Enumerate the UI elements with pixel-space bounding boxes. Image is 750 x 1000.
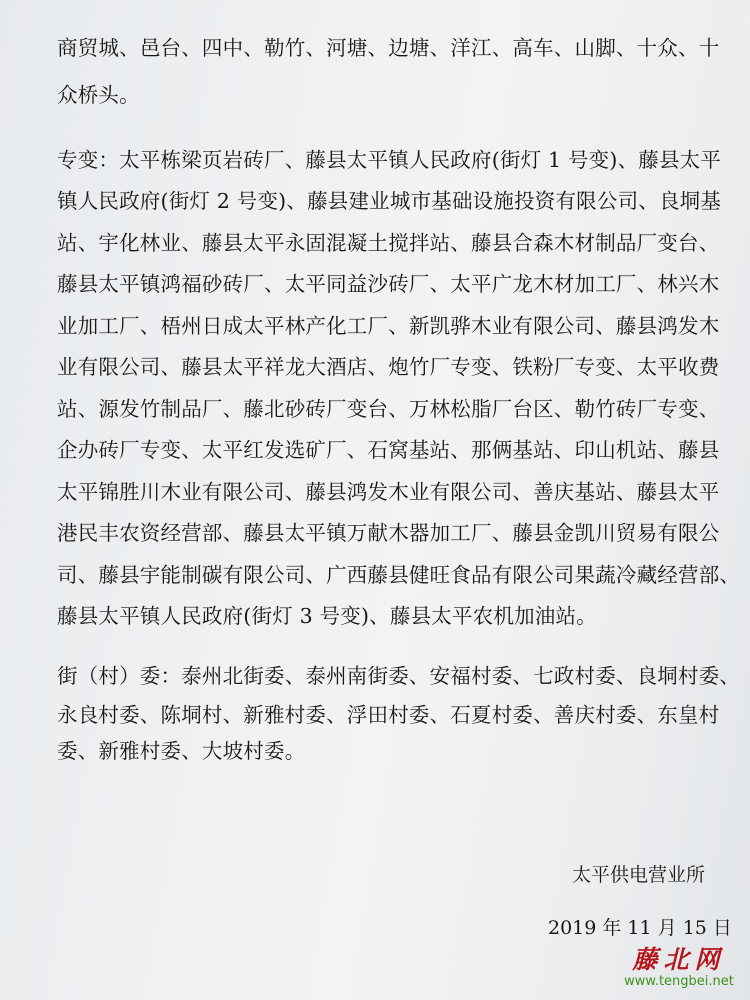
paragraph-2-line-9: 太平锦胜川木业有限公司、藤县鸿发木业有限公司、善庆基站、藤县太平	[57, 480, 720, 504]
signature-date: 2019 年 11 月 15 日	[548, 917, 732, 939]
site-watermark	[614, 946, 744, 990]
paragraph-3-line-1: 街（村）委：泰州北街委、泰州南街委、安福村委、七政村委、良垌村委、	[57, 664, 741, 688]
paragraph-2-line-10: 港民丰农资经营部、藤县太平镇万献木器加工厂、藤县金凯川贸易有限公	[57, 521, 720, 545]
paragraph-3-line-3: 委、新雅村委、大坡村委。	[57, 739, 306, 763]
watermark-url: www.tengbei.net	[624, 974, 734, 989]
paragraph-1-line-1: 商贸城、邑台、四中、勒竹、河塘、边塘、洋江、高车、山脚、十众、十	[57, 36, 720, 60]
paragraph-2-line-8: 企办砖厂专变、太平红发选矿厂、石窝基站、那俩基站、印山机站、藤县	[57, 438, 720, 462]
paragraph-2-line-3: 站、宇化林业、藤县太平永固混凝土搅拌站、藤县合森木材制品厂变台、	[57, 231, 720, 255]
paragraph-2-line-7: 站、源发竹制品厂、藤北砂砖厂变台、万林松脂厂台区、勒竹砖厂专变、	[57, 397, 720, 421]
paragraph-2-line-6: 业有限公司、藤县太平祥龙大酒店、炮竹厂专变、铁粉厂专变、太平收费	[57, 355, 720, 379]
paragraph-2-line-1: 专变：太平栋梁页岩砖厂、藤县太平镇人民政府(街灯 1 号变)、藤县太平	[57, 148, 722, 172]
paragraph-1-line-2: 众桥头。	[57, 83, 140, 107]
watermark-title: 藤北网	[632, 945, 726, 974]
paragraph-3-line-2: 永良村委、陈垌村、新雅村委、浮田村委、石夏村委、善庆村委、东皇村	[57, 703, 720, 727]
paragraph-2-line-11: 司、藤县宇能制碳有限公司、广西藤县健旺食品有限公司果蔬冷藏经营部、	[57, 563, 741, 587]
signature-organization: 太平供电营业所	[572, 864, 706, 886]
paragraph-2-line-5: 业加工厂、梧州日成太平林产化工厂、新凯骅木业有限公司、藤县鸿发木	[57, 314, 720, 338]
paragraph-2-line-4: 藤县太平镇鸿福砂砖厂、太平同益沙砖厂、太平广龙木材加工厂、林兴木	[57, 272, 720, 296]
paragraph-2-line-2: 镇人民政府(街灯 2 号变)、藤县建业城市基础设施投资有限公司、良垌基	[57, 189, 722, 213]
paragraph-2-line-12: 藤县太平镇人民政府(街灯 3 号变)、藤县太平农机加油站。	[57, 604, 597, 628]
